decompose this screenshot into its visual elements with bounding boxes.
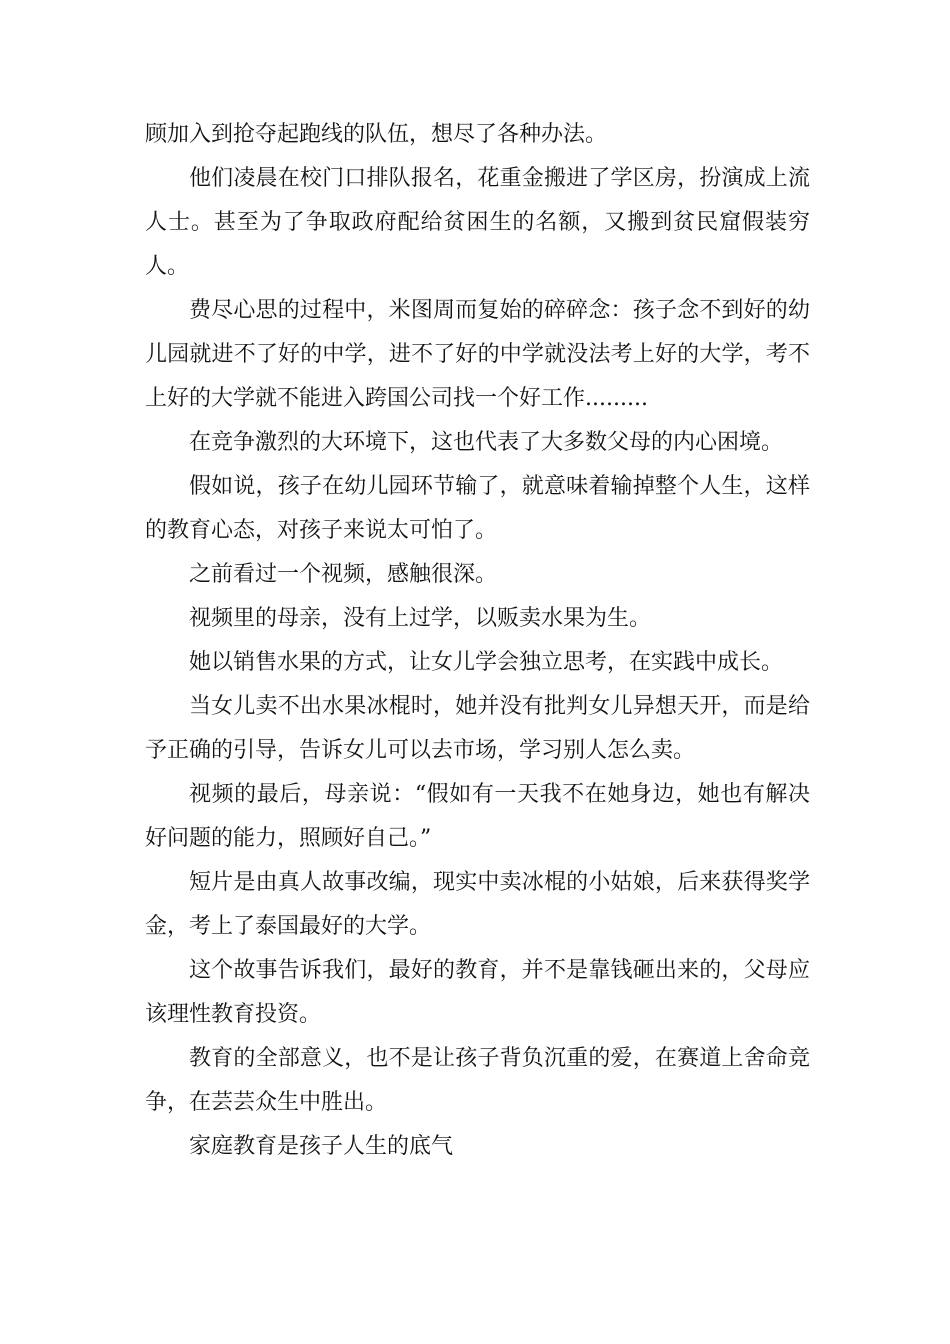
paragraph: 顾加入到抢夺起跑线的队伍，想尽了各种办法。 (145, 122, 608, 147)
paragraph: 之前看过一个视频，感触很深。 (189, 562, 498, 587)
paragraph: 教育的全部意义，也不是让孩子背负沉重的爱，在赛道上舍命竞争，在芸芸众生中胜出。 (145, 1046, 810, 1115)
paragraph: 家庭教育是孩子人生的底气 (189, 1134, 454, 1159)
paragraph: 短片是由真人故事改编，现实中卖冰棍的小姑娘，后来获得奖学金，考上了泰国最好的大学。 (145, 870, 810, 939)
paragraph: 她以销售水果的方式，让女儿学会独立思考，在实践中成长。 (189, 650, 784, 675)
paragraph: 假如说，孩子在幼儿园环节输了，就意味着输掉整个人生，这样的教育心态，对孩子来说太可怕了。 (145, 474, 810, 543)
paragraph: 视频里的母亲，没有上过学，以贩卖水果为生。 (189, 606, 652, 631)
paragraph: 当女儿卖不出水果冰棍时，她并没有批判女儿异想天开，而是给予正确的引导，告诉女儿可以去市场，学习别人怎么卖。 (145, 694, 810, 763)
document-body (145, 113, 810, 1169)
paragraph: 他们凌晨在校门口排队报名，花重金搬进了学区房，扮演成上流人士。甚至为了争取政府配给贫困生的名额，又搬到贫民窟假装穷人。 (145, 166, 810, 279)
paragraph: 在竞争激烈的大环境下，这也代表了大多数父母的内心困境。 (189, 430, 784, 455)
paragraph: 费尽心思的过程中，米图周而复始的碎碎念：孩子念不到好的幼儿园就进不了好的中学，进不了好的中学就没法考上好的大学，考不上好的大学就不能进入跨国公司找一个好工作......... (145, 298, 810, 411)
paragraph: 视频的最后，母亲说：“假如有一天我不在她身边，她也有解决好问题的能力，照顾好自己。” (145, 782, 810, 851)
paragraph: 这个故事告诉我们，最好的教育，并不是靠钱砸出来的，父母应该理性教育投资。 (145, 958, 810, 1027)
